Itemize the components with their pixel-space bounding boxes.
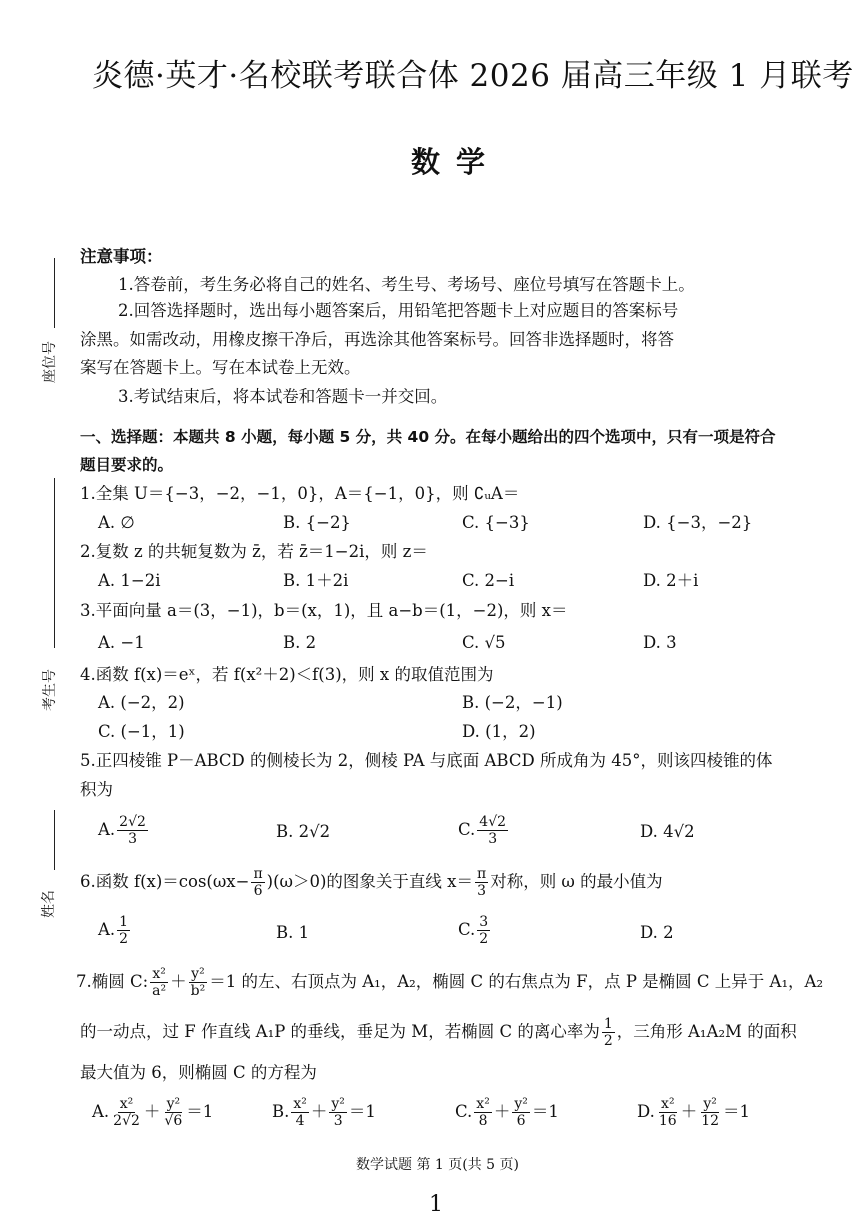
q3-option-d: D. 3 — [643, 633, 677, 652]
page-footer: 数学试题 第 1 页(共 5 页) — [356, 1157, 519, 1173]
q5-option-d: D. 4√2 — [640, 822, 695, 841]
q2-stem: 2.复数 z 的共轭复数为 z̄，若 z̄＝1−2i，则 z＝ — [80, 542, 428, 561]
notice-heading: 注意事项： — [80, 247, 163, 266]
notice-item-1: 1.答卷前，考生务必将自己的姓名、考生号、考场号、座位号填写在答题卡上。 — [118, 275, 695, 294]
q3-option-a: A. −1 — [98, 633, 145, 652]
name-line — [54, 810, 55, 870]
notice-item-2-cont2: 案写在答题卡上。写在本试卷上无效。 — [80, 358, 361, 377]
name-label: 姓名 — [41, 890, 57, 918]
q1-option-b: B. {−2} — [283, 513, 351, 532]
notice-item-2-cont: 涂黑。如需改动，用橡皮擦干净后，再选涂其他答案标号。回答非选择题时，将答 — [80, 330, 674, 349]
q6-option-b: B. 1 — [276, 923, 310, 942]
q5-option-c: C. $\frac{4√2}{3}$ — [458, 814, 507, 847]
q4-option-a: A. (−2，2) — [98, 693, 185, 712]
q1-option-d: D. {−3，−2} — [643, 513, 753, 532]
page-number: 1 — [429, 1192, 443, 1217]
q7-option-c: C. $\frac{\text{x²}}{8}$ ＋ $\frac{\text{y²}}{6}$ ＝1 — [455, 1096, 559, 1129]
q7-stem-cont2: 最大值为 6，则椭圆 C 的方程为 — [80, 1063, 317, 1082]
section-heading-line2: 题目要求的。 — [80, 456, 174, 474]
exam-no-label: 考生号 — [42, 669, 58, 711]
q3-option-b: B. 2 — [283, 633, 317, 652]
q7-stem-cont: 的一动点，过 F 作直线 A₁P 的垂线，垂足为 M，若椭圆 C 的离心率为 $\frac{1}{2}$ ，三角形 A₁A₂M 的面积 — [80, 1016, 797, 1049]
exam-no-line — [54, 478, 55, 648]
q4-option-d: D. (1，2) — [462, 722, 536, 741]
q2-option-a: A. 1−2i — [98, 571, 161, 590]
q6-stem: 6.函数 f(x)＝cos(ωx− $\frac{\pi}{6}$ )(ω＞0)的图象关于直线 x＝ $\frac{\pi}{3}$ 对称，则 ω 的最小值为 — [80, 866, 663, 899]
q7-option-b: B. $\frac{\text{x²}}{4}$ ＋ $\frac{\text{y²}}{3}$ ＝1 — [272, 1096, 376, 1129]
q1-option-c: C. {−3} — [462, 513, 530, 532]
q1-option-a: A. ∅ — [98, 513, 135, 532]
q2-option-b: B. 1＋2i — [283, 571, 349, 590]
q4-stem: 4.函数 f(x)＝eˣ，若 f(x²＋2)＜f(3)，则 x 的取值范围为 — [80, 665, 494, 684]
subject-title: 数学 — [411, 145, 502, 179]
q3-stem: 3.平面向量 a＝(3，−1)，b＝(x，1)，且 a−b＝(1，−2)，则 x＝ — [80, 601, 568, 620]
q6-option-a: A. $\frac{1}{2}$ — [98, 914, 129, 947]
q5-stem: 5.正四棱锥 P－ABCD 的侧棱长为 2，侧棱 PA 与底面 ABCD 所成角为 45°，则该四棱锥的体 — [80, 751, 773, 770]
q4-option-b: B. (−2，−1) — [462, 693, 563, 712]
q3-option-c: C. √5 — [462, 633, 506, 652]
q6-option-c: C. $\frac{3}{2}$ — [458, 914, 489, 947]
q6-option-d: D. 2 — [640, 923, 674, 942]
q4-option-c: C. (−1，1) — [98, 722, 185, 741]
q7-option-d: D. $\frac{\text{x²}}{16}$ ＋ $\frac{\text{y²}}{12}$ ＝1 — [637, 1096, 751, 1129]
notice-item-3: 3.考试结束后，将本试卷和答题卡一并交回。 — [118, 387, 448, 406]
seat-label: 座位号 — [42, 341, 58, 383]
q5-option-a: A. $\frac{2√2}{3}$ — [98, 814, 146, 847]
q5-option-b: B. 2√2 — [276, 822, 331, 841]
q7-option-a: A. $\frac{\text{x²}}{2√2}$ ＋ $\frac{\text{y²}}{√6}$ ＝1 — [92, 1096, 214, 1129]
q7-stem: 7.椭圆 C: $\frac{\text{x²}}{\text{a²}}$ ＋ $\frac{\text{y²}}{\text{b²}}$ ＝1 的左、右顶点为 A₁，A₂，椭圆 C 的右焦点为 F，点 P 是椭圆 C 上异于 A₁，A₂ — [76, 966, 824, 999]
q2-option-c: C. 2−i — [462, 571, 515, 590]
seat-line — [54, 258, 55, 328]
section-heading-line1: 一、选择题：本题共 8 小题，每小题 5 分，共 40 分。在每小题给出的四个选项中，只有一项是符合 — [80, 428, 776, 446]
notice-item-2: 2.回答选择题时，选出每小题答案后，用铅笔把答题卡上对应题目的答案标号 — [118, 301, 679, 320]
q2-option-d: D. 2＋i — [643, 571, 699, 590]
q1-stem: 1.全集 U＝{−3，−2，−1，0}，A＝{−1，0}，则 ∁ᵤA＝ — [80, 484, 520, 503]
q5-stem-cont: 积为 — [80, 780, 113, 799]
exam-title: 炎德·英才·名校联考联合体 2026 届高三年级 1 月联考 — [92, 58, 854, 94]
